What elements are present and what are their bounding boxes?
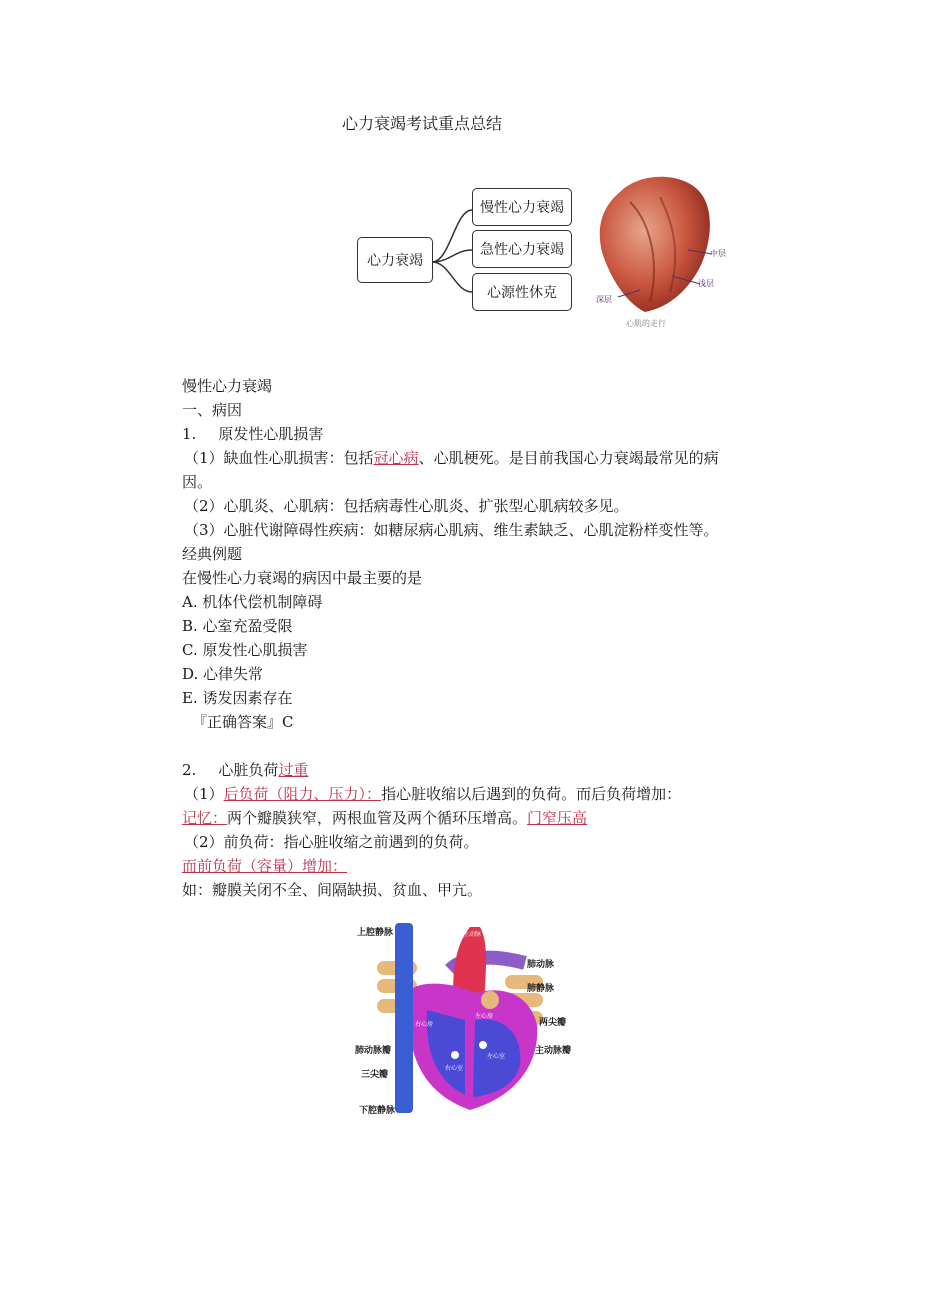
preload-label: 而前负荷（容量）增加： <box>182 857 348 875</box>
item2-heading <box>182 760 308 780</box>
item1-paragraph-1: （1）缺血性心肌损害：包括冠心病、心肌梗死。是目前我国心力衰竭最常见的病 <box>184 449 719 467</box>
label-inferior-vena-cava: 下腔静脉 <box>359 1106 396 1116</box>
heart-label-inner: 深层 <box>596 295 612 304</box>
item1-number: 1. <box>182 425 197 443</box>
label-pulmonary-vein: 肺静脉 <box>527 984 555 994</box>
label-superior-vena-cava: 上腔静脉 <box>357 928 394 938</box>
memo-label: 记忆： <box>182 809 228 827</box>
item2-title-red: 过重 <box>278 761 309 779</box>
label-aortic-valve: 主动脉瓣 <box>535 1046 572 1056</box>
option-a: A. 机体代偿机制障碍 <box>182 593 323 611</box>
memo-tail: 门窄压高 <box>527 809 588 827</box>
label-pulmonary-artery: 肺动脉 <box>527 960 555 970</box>
heart-label-middle: 中层 <box>710 249 726 258</box>
item2-example: 如：瓣膜关闭不全、间隔缺损、贫血、甲亢。 <box>182 881 483 899</box>
item1-paragraph-1-cont: 因。 <box>182 473 213 491</box>
item2-paragraph-2: （2）前负荷：指心脏收缩之前遇到的负荷。 <box>184 833 479 851</box>
label-right-ventricle: 右心室 <box>445 1065 464 1072</box>
label-left-atrium: 左心房 <box>475 1013 494 1020</box>
label-tricuspid-valve: 三尖瓣 <box>361 1070 389 1080</box>
label-left-ventricle: 左心室 <box>487 1053 506 1060</box>
heart-figure-caption: 心肌的走行 <box>626 319 666 328</box>
mindmap-branch-acute: 急性心力衰竭 <box>472 230 572 268</box>
option-e: E. 诱发因素存在 <box>182 689 293 707</box>
memo-line: 记忆：两个瓣膜狭窄，两根血管及两个循环压增高。门窄压高 <box>182 809 588 827</box>
correct-answer: 『正确答案』C <box>192 713 294 731</box>
mindmap-root: 心力衰竭 <box>357 237 433 283</box>
document-title: 心力衰竭考试重点总结 <box>342 114 503 133</box>
item2-title: 心脏负荷 <box>218 761 279 779</box>
item2-paragraph-1: （1）后负荷（阻力、压力）：指心脏收缩以后遇到的负荷。而后负荷增加： <box>184 785 682 803</box>
option-b: B. 心室充盈受限 <box>182 617 293 635</box>
mindmap-branch-chronic: 慢性心力衰竭 <box>472 188 572 226</box>
example-heading: 经典例题 <box>182 545 243 563</box>
heart-anatomy-figure <box>355 915 585 1120</box>
label-mitral-valve: 两尖瓣 <box>539 1018 567 1028</box>
item1-paragraph-3: （3）心脏代谢障碍性疾病：如糖尿病心肌病、维生素缺乏、心肌淀粉样变性等。 <box>184 521 719 539</box>
item1-title: 原发性心肌损害 <box>218 425 324 443</box>
item2-number: 2. <box>182 761 197 779</box>
option-c: C. 原发性心肌损害 <box>182 641 308 659</box>
example-question: 在慢性心力衰竭的病因中最主要的是 <box>182 569 423 587</box>
option-d: D. 心律失常 <box>182 665 264 683</box>
cause-heading: 一、病因 <box>182 401 243 419</box>
section-title: 慢性心力衰竭 <box>182 377 273 395</box>
heart-label-outer: 浅层 <box>698 279 714 288</box>
item1-paragraph-2: （2）心肌炎、心肌病：包括病毒性心肌炎、扩张型心肌病较多见。 <box>184 497 629 515</box>
item1-heading <box>182 424 323 444</box>
afterload-label: 后负荷（阻力、压力）： <box>223 785 382 803</box>
heart-muscle-figure <box>590 172 740 332</box>
cad-link: 冠心病 <box>373 449 419 467</box>
mindmap-branch-shock: 心源性休克 <box>472 273 572 311</box>
label-aorta: 主动脉 <box>463 931 482 938</box>
label-right-atrium: 右心房 <box>415 1021 434 1028</box>
label-pulmonary-valve: 肺动脉瓣 <box>355 1046 392 1056</box>
